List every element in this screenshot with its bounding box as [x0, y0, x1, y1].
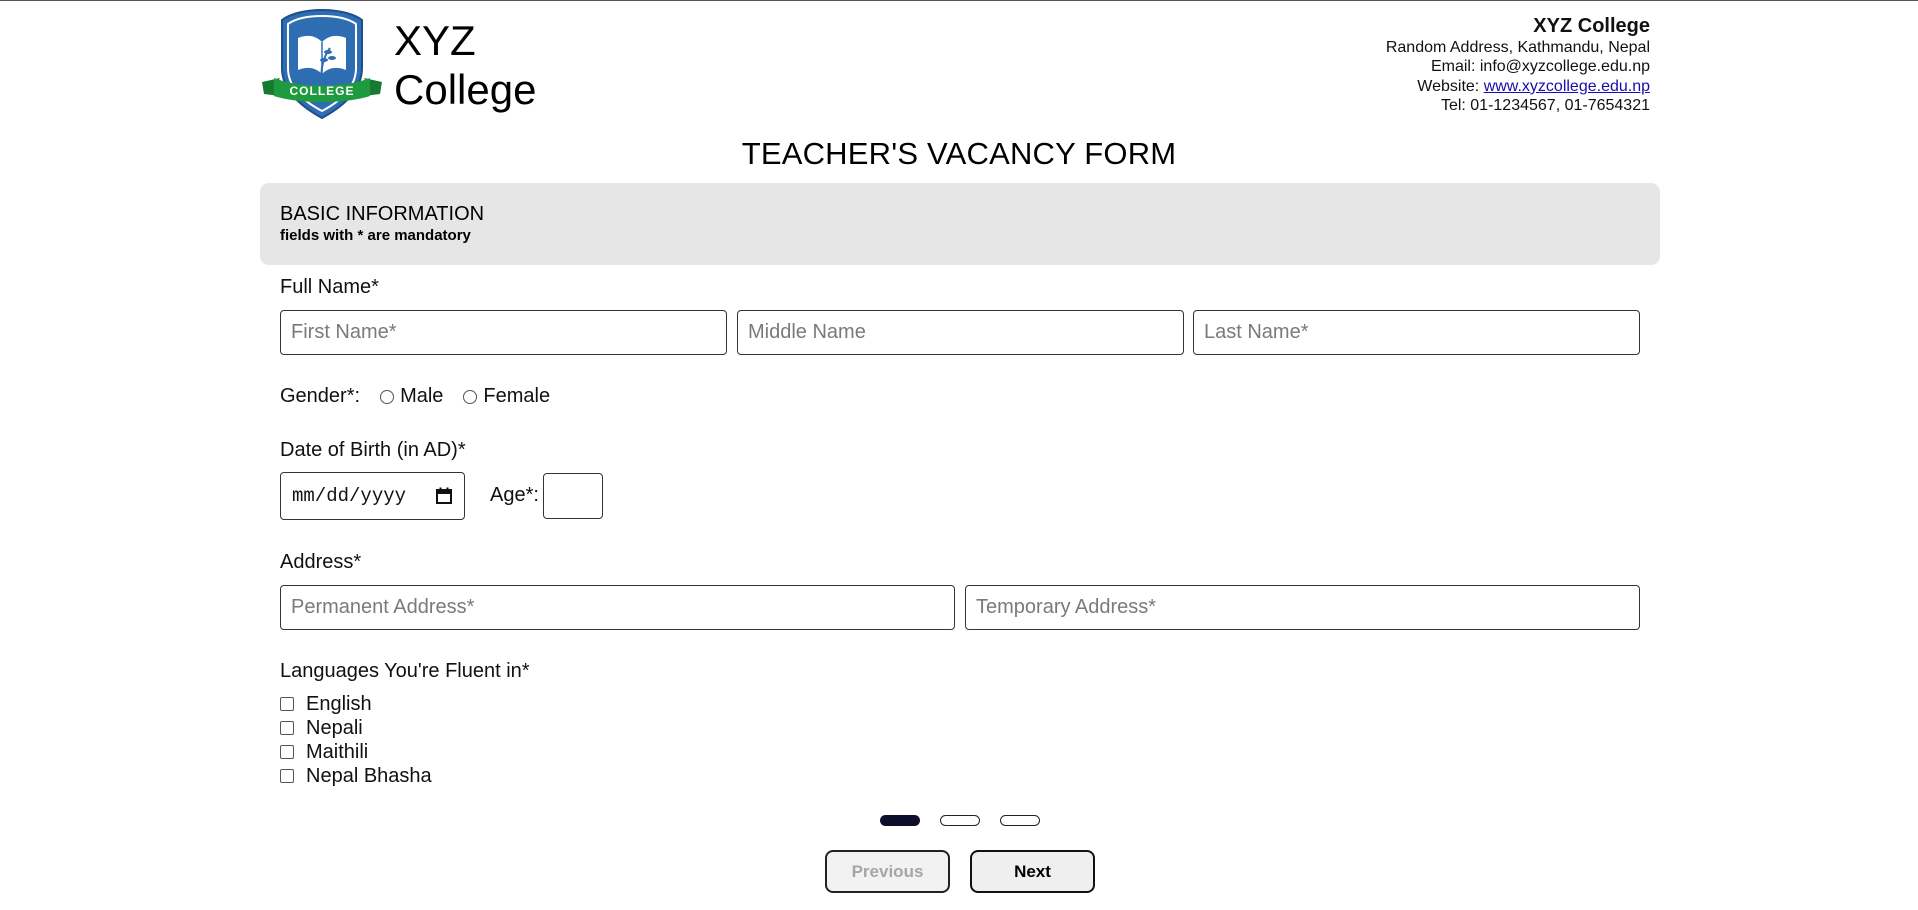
middle-name-input[interactable] — [737, 310, 1184, 355]
language-label[interactable]: Maithili — [306, 740, 369, 763]
logo-ribbon-text: COLLEGE — [289, 84, 355, 98]
language-label[interactable]: Nepali — [306, 716, 363, 739]
brand-line-1: XYZ — [394, 17, 476, 64]
previous-button[interactable]: Previous — [825, 850, 950, 893]
calendar-icon[interactable] — [436, 487, 452, 504]
contact-info — [1386, 15, 1650, 115]
section-subheading: fields with * are mandatory — [280, 227, 471, 244]
contact-website — [1386, 77, 1650, 96]
next-button[interactable]: Next — [970, 850, 1095, 893]
languages-list — [280, 692, 432, 788]
brand-name — [394, 16, 536, 114]
first-name-input[interactable] — [280, 310, 727, 355]
language-option-nepali[interactable] — [280, 716, 432, 740]
section-heading: BASIC INFORMATION — [280, 203, 485, 225]
contact-address: Random Address, Kathmandu, Nepal — [1385, 39, 1650, 56]
language-option-nepal-bhasha[interactable] — [280, 764, 432, 788]
language-label[interactable]: English — [306, 692, 372, 715]
website-link[interactable]: www.xyzcollege.edu.np — [1483, 77, 1650, 95]
language-checkbox[interactable] — [280, 745, 294, 759]
section-header — [260, 183, 1660, 265]
brand-line-2: College — [394, 66, 537, 113]
last-name-input[interactable] — [1193, 310, 1640, 355]
languages-label: Languages You're Fluent in* — [280, 660, 530, 682]
gender-female-radio[interactable] — [463, 390, 477, 404]
language-label[interactable]: Nepal Bhasha — [306, 764, 432, 787]
language-option-english[interactable] — [280, 692, 432, 716]
language-checkbox[interactable] — [280, 697, 294, 711]
contact-tel: Tel: 01-1234567, 01-7654321 — [1440, 96, 1650, 114]
full-name-label: Full Name* — [280, 276, 379, 298]
temporary-address-input[interactable] — [965, 585, 1640, 630]
language-checkbox[interactable] — [280, 769, 294, 783]
college-logo — [258, 8, 386, 120]
gender-row — [280, 385, 550, 408]
step-indicator-3 — [1000, 815, 1040, 826]
step-indicator-1 — [880, 815, 920, 826]
gender-male-radio[interactable] — [380, 390, 394, 404]
age-input[interactable] — [543, 473, 603, 519]
dob-input[interactable] — [280, 472, 465, 520]
gender-male-label[interactable]: Male — [400, 385, 444, 407]
form-title: TEACHER'S VACANCY FORM — [741, 136, 1177, 171]
address-label: Address* — [280, 551, 362, 573]
gender-female-label[interactable]: Female — [483, 385, 551, 407]
contact-email: Email: info@xyzcollege.edu.np — [1430, 58, 1650, 76]
contact-website-label: Website: — [1417, 77, 1484, 95]
contact-college-name: XYZ College — [1533, 15, 1650, 37]
language-option-maithili[interactable] — [280, 740, 432, 764]
gender-label: Gender*: — [280, 385, 361, 407]
permanent-address-input[interactable] — [280, 585, 955, 630]
top-border — [0, 0, 1918, 1]
language-checkbox[interactable] — [280, 721, 294, 735]
dob-placeholder: mm/dd/yyyy — [292, 485, 407, 507]
age-label: Age*: — [490, 484, 539, 506]
step-indicator-2 — [940, 815, 980, 826]
dob-label: Date of Birth (in AD)* — [280, 439, 466, 461]
